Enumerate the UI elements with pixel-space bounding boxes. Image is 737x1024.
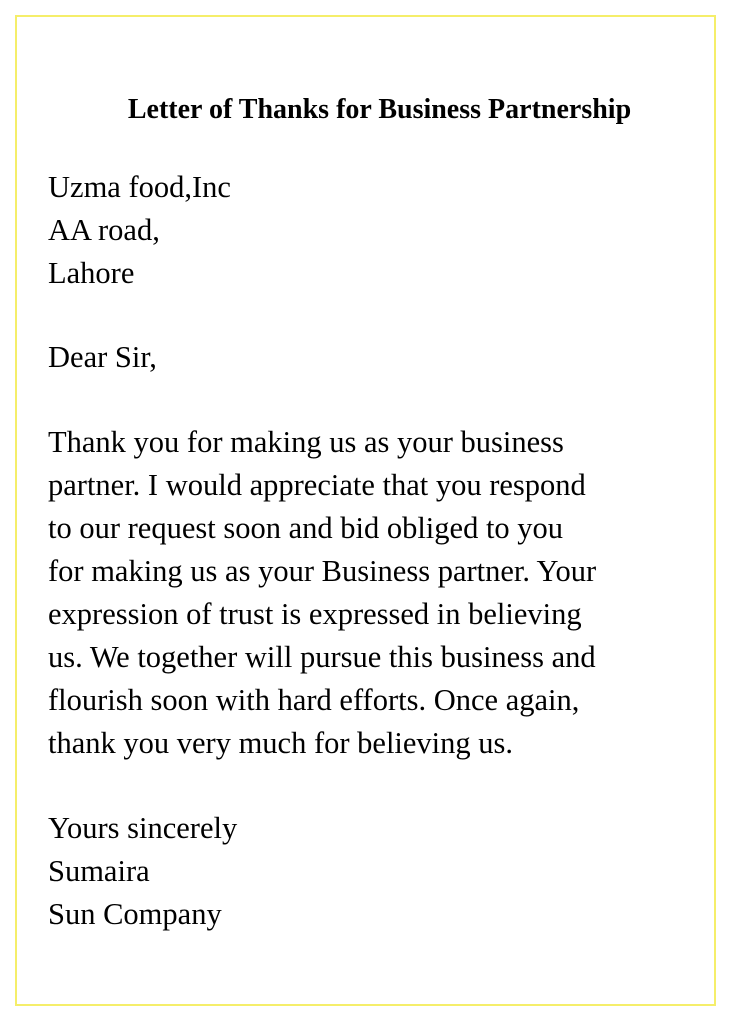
body-line: flourish soon with hard efforts. Once again, xyxy=(48,683,580,717)
signer-name: Sumaira xyxy=(48,854,150,888)
letter-closing xyxy=(48,807,237,936)
body-line: expression of trust is expressed in believing xyxy=(48,597,582,631)
body-line: for making us as your Business partner. Your xyxy=(48,554,597,588)
salutation: Dear Sir, xyxy=(48,340,157,374)
body-line: Thank you for making us as your business xyxy=(48,425,564,459)
letter-body xyxy=(48,421,596,765)
closing-phrase: Yours sincerely xyxy=(48,811,238,845)
signer-company: Sun Company xyxy=(48,897,222,931)
recipient-address xyxy=(48,166,231,295)
body-line: to our request soon and bid obliged to you xyxy=(48,511,564,545)
address-line-city: Lahore xyxy=(48,256,135,290)
address-line-company: Uzma food,Inc xyxy=(48,170,231,204)
address-line-street: AA road, xyxy=(48,213,160,247)
body-line: us. We together will pursue this business and xyxy=(48,640,596,674)
body-line: partner. I would appreciate that you respond xyxy=(48,468,586,502)
letter-title: Letter of Thanks for Business Partnership xyxy=(127,94,632,125)
body-line: thank you very much for believing us. xyxy=(48,726,514,760)
